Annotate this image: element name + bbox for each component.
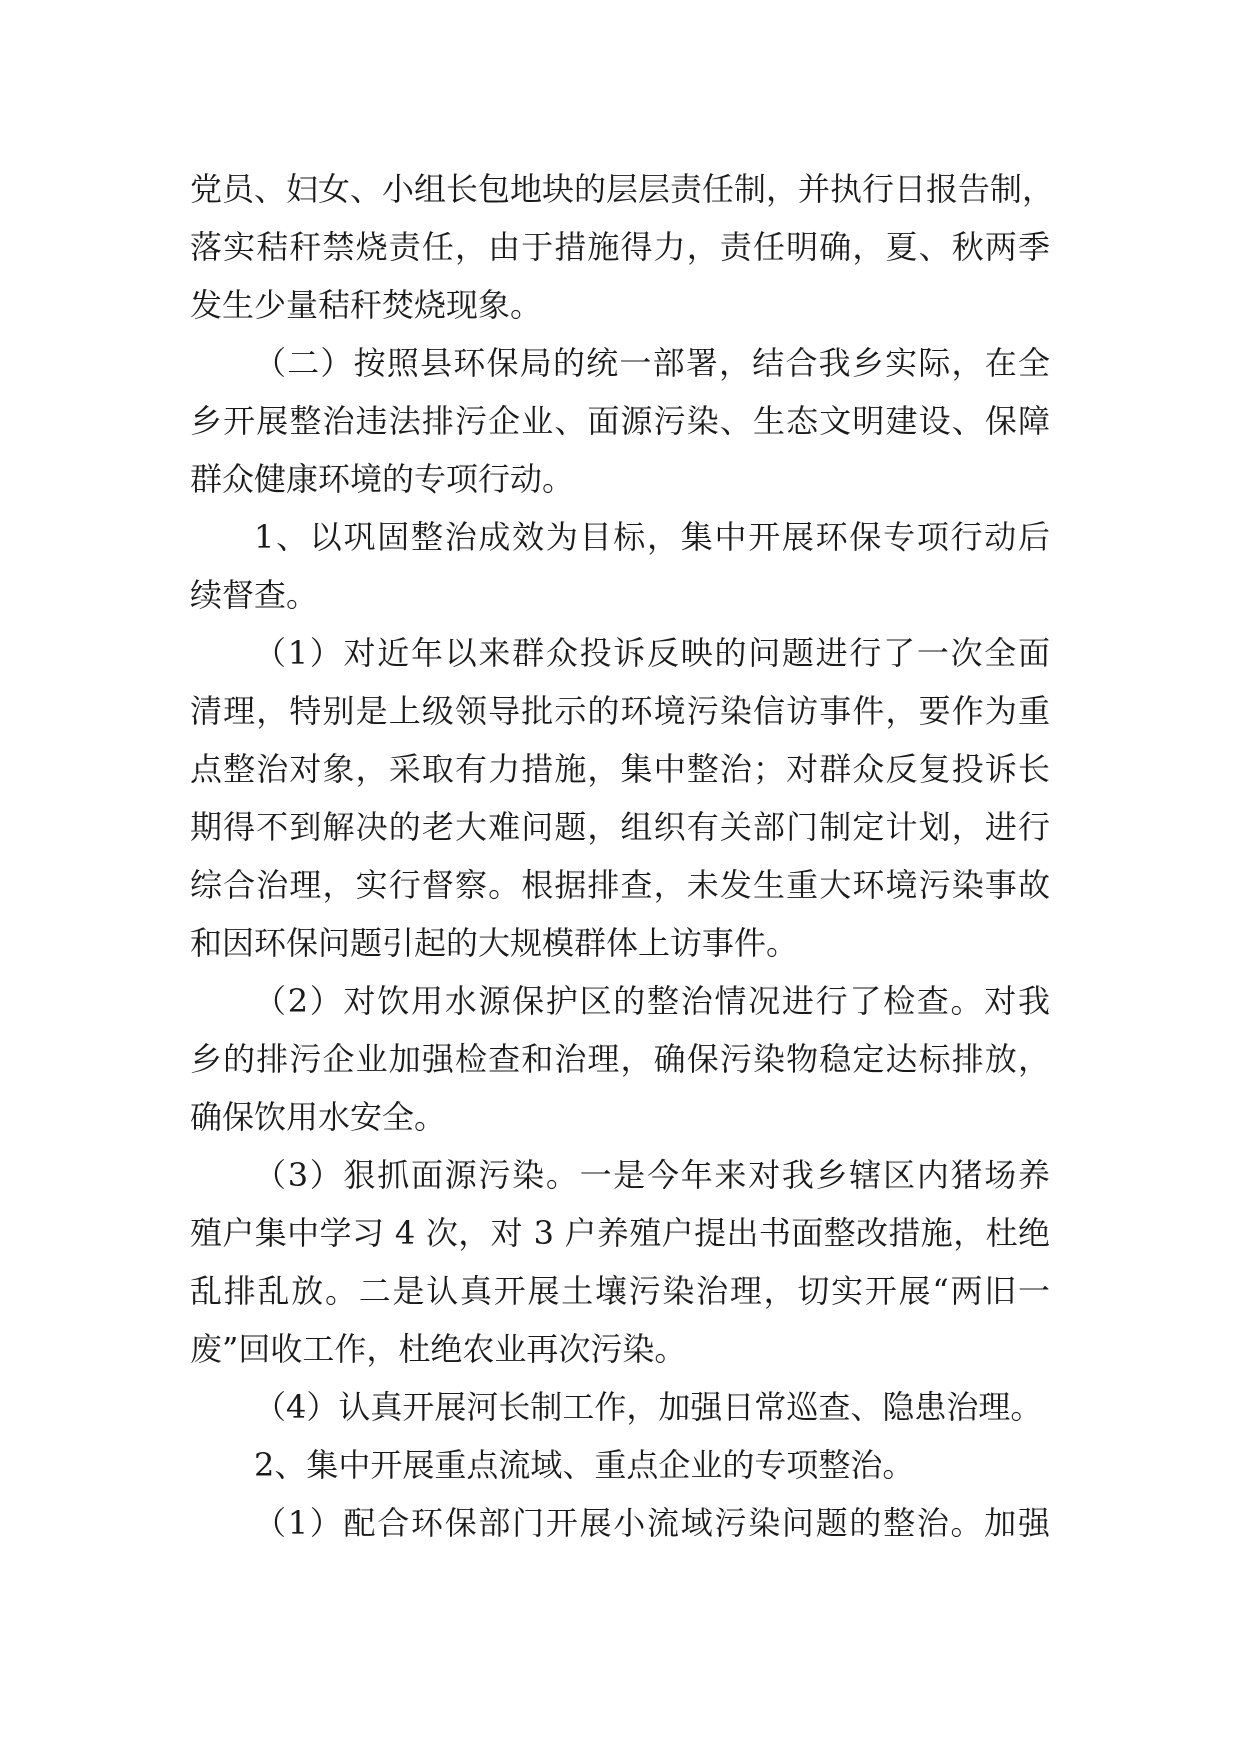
paragraph-sub-item-4: （4）认真开展河长制工作，加强日常巡查、隐患治理。 xyxy=(254,1388,1043,1426)
paragraph-sub-item-3: （3）狠抓面源污染。一是今年来对我乡辖区内猪场养 xyxy=(254,1156,1050,1194)
text-line: 废”回收工作，杜绝农业再次污染。 xyxy=(190,1330,687,1368)
text-line: 期得不到解决的老大难问题，组织有关部门制定计划，进行 xyxy=(190,808,1050,846)
paragraph-heading-2: （二）按照县环保局的统一部署，结合我乡实际，在全 xyxy=(254,344,1050,382)
text-line: 乱排乱放。二是认真开展土壤污染治理，切实开展“两旧一 xyxy=(190,1272,1050,1310)
document-body xyxy=(190,160,1055,1552)
text-line: 群众健康环境的专项行动。 xyxy=(190,460,575,498)
text-line: 清理，特别是上级领导批示的环境污染信访事件，要作为重 xyxy=(190,692,1050,730)
text-line: 点整治对象，采取有力措施，集中整治；对群众反复投诉长 xyxy=(190,750,1050,788)
text-line: 综合治理，实行督察。根据排查，未发生重大环境污染事故 xyxy=(190,866,1050,904)
text-line: 乡的排污企业加强检查和治理，确保污染物稳定达标排放， xyxy=(190,1040,1050,1078)
text-line: 续督查。 xyxy=(190,576,319,614)
paragraph-item-2: 2、集中开展重点流域、重点企业的专项整治。 xyxy=(254,1446,915,1484)
paragraph-sub-item-2: （2）对饮用水源保护区的整治情况进行了检查。对我 xyxy=(254,982,1050,1020)
paragraph-sub-item-1b: （1）配合环保部门开展小流域污染问题的整治。加强 xyxy=(254,1504,1050,1542)
text-line: 乡开展整治违法排污企业、面源污染、生态文明建设、保障 xyxy=(190,402,1050,440)
text-line: 党员、妇女、小组长包地块的层层责任制，并执行日报告制， xyxy=(190,170,1055,208)
paragraph-item-1: 1、以巩固整治成效为目标，集中开展环保专项行动后 xyxy=(254,518,1050,556)
text-line: 落实秸秆禁烧责任，由于措施得力，责任明确，夏、秋两季 xyxy=(190,228,1050,266)
text-line: 殖户集中学习 4 次，对 3 户养殖户提出书面整改措施，杜绝 xyxy=(190,1214,1050,1252)
paragraph-sub-item-1: （1）对近年以来群众投诉反映的问题进行了一次全面 xyxy=(254,634,1050,672)
text-line: 和因环保问题引起的大规模群体上访事件。 xyxy=(190,924,799,962)
text-line: 确保饮用水安全。 xyxy=(190,1098,447,1136)
text-line: 发生少量秸秆焚烧现象。 xyxy=(190,286,543,324)
